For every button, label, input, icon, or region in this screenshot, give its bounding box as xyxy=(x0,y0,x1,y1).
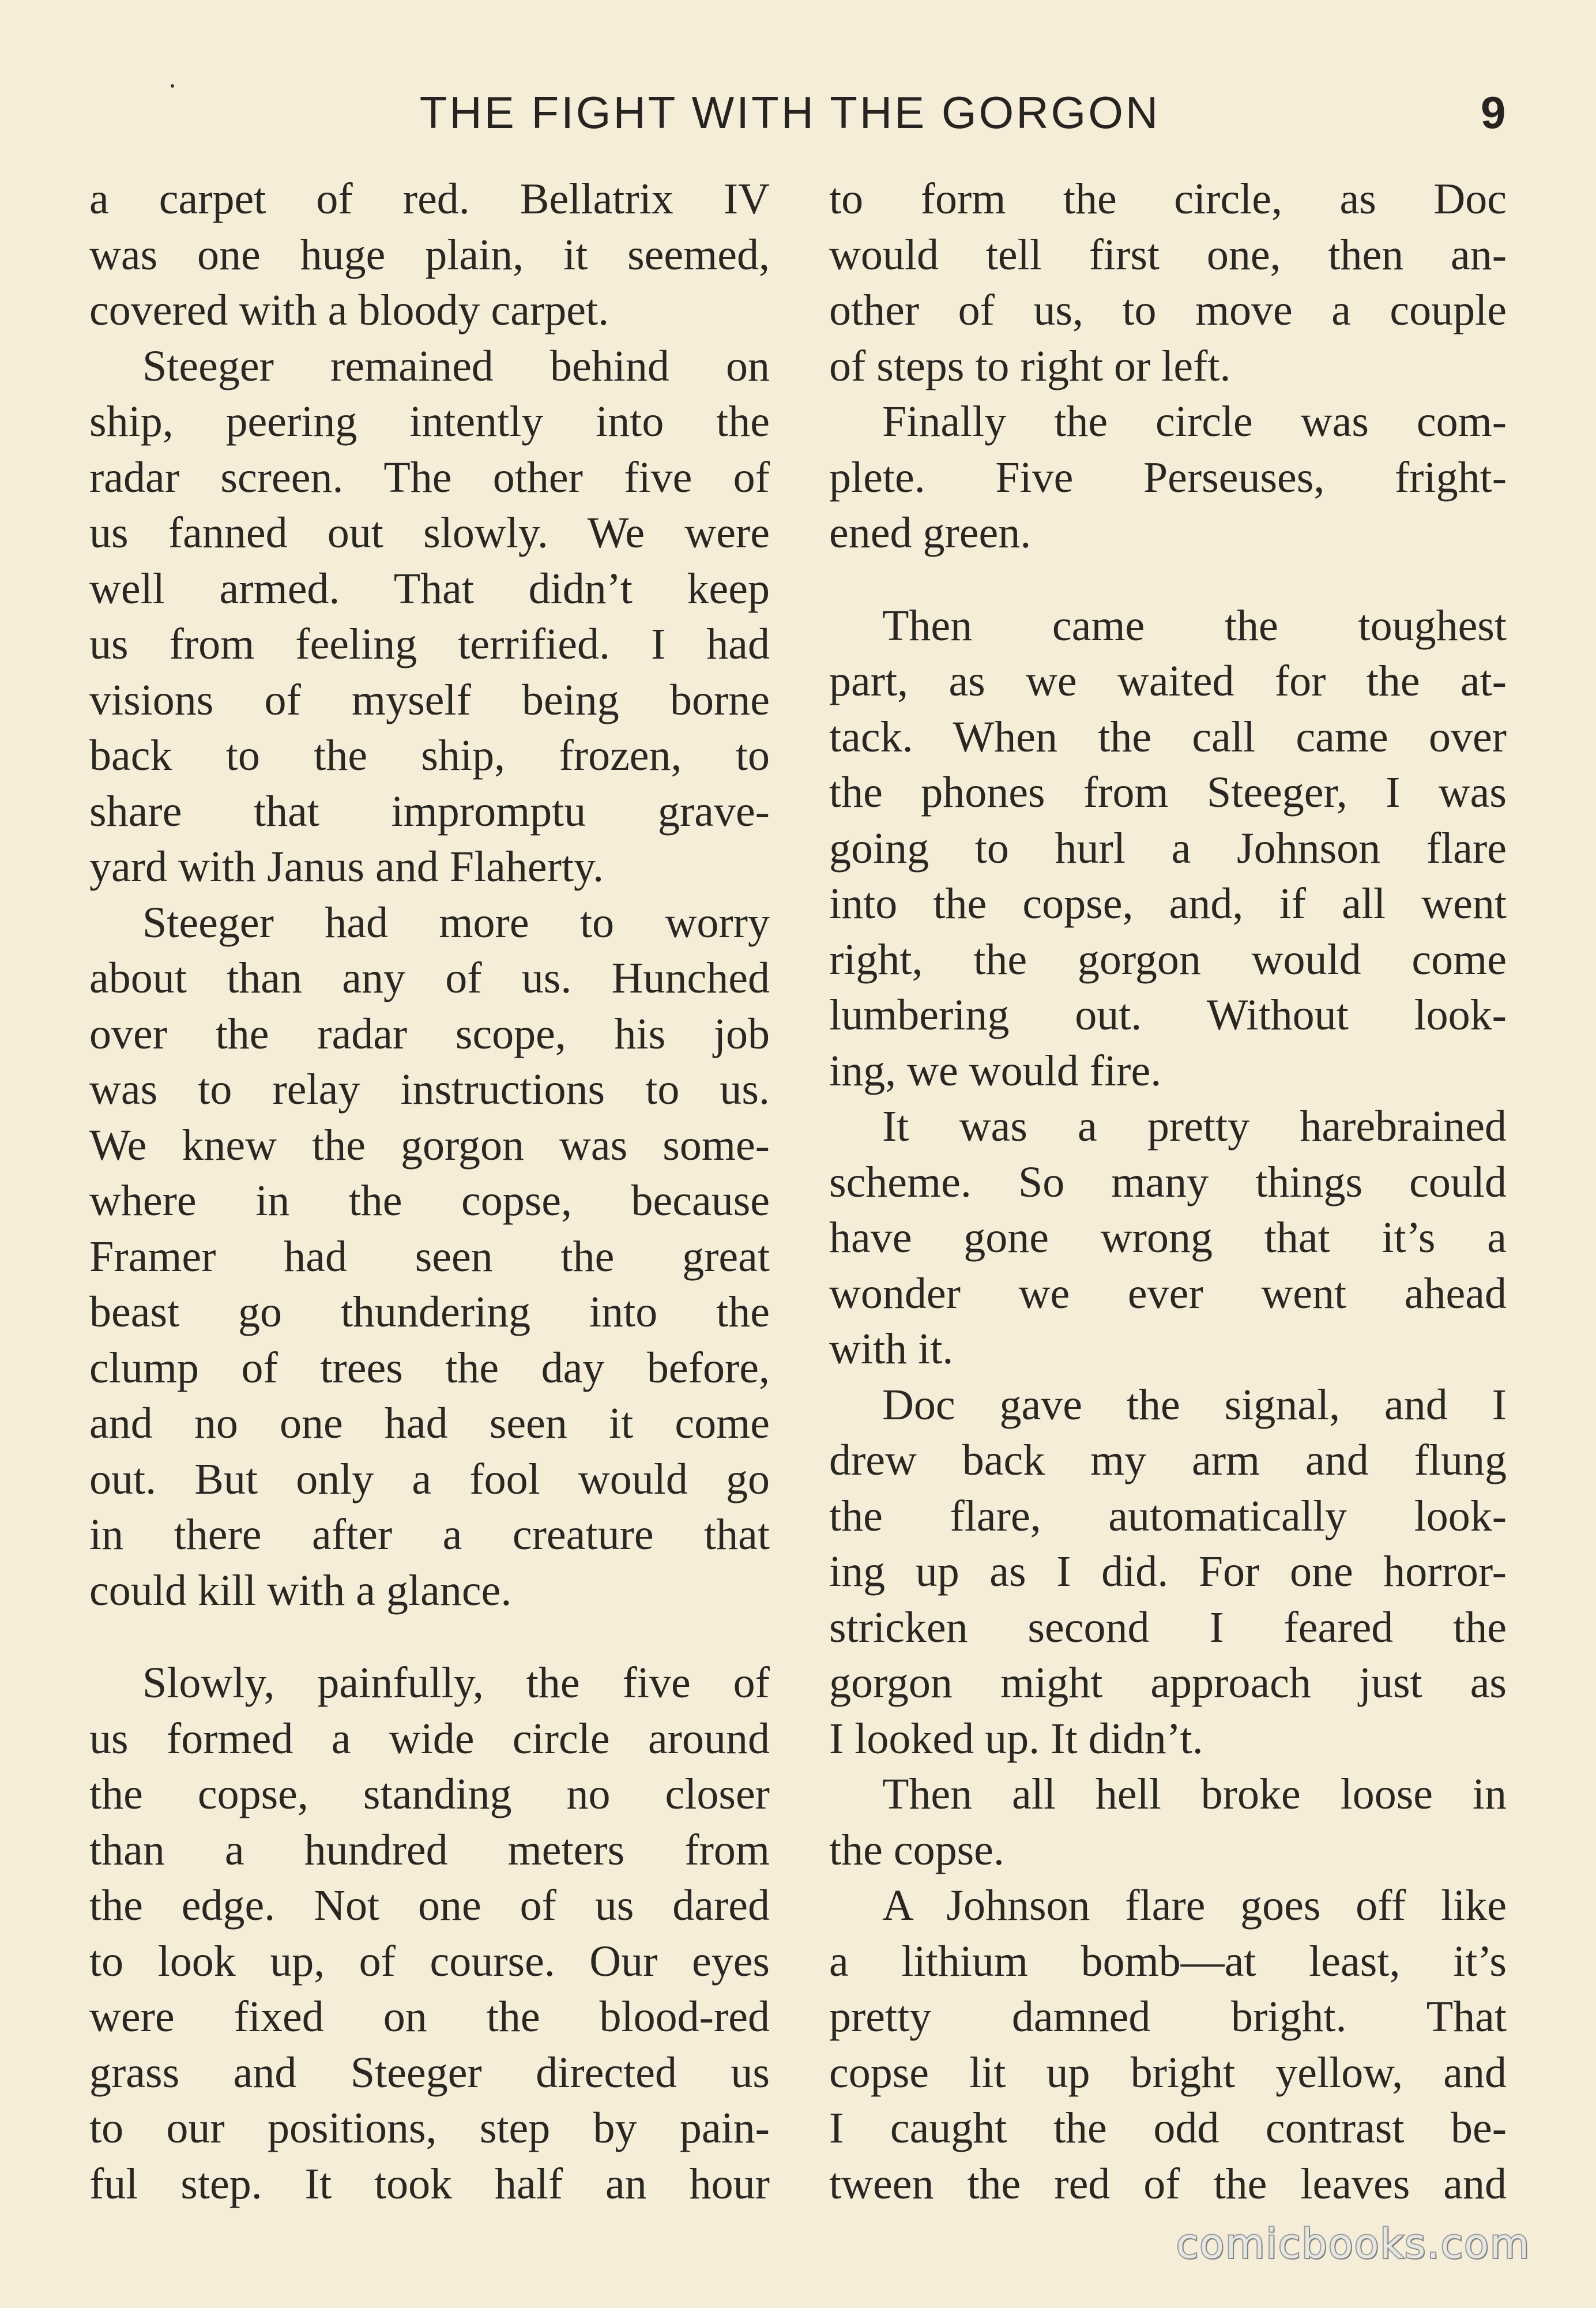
text-line: Steeger remained behind on xyxy=(142,341,770,390)
text-line: pretty damned bright. That xyxy=(829,1993,1507,2041)
text-line: lumbering out. Without look- xyxy=(829,991,1507,1039)
text-line: over the radar scope, his job xyxy=(89,1009,770,1058)
text-line: a carpet of red. Bellatrix IV xyxy=(89,175,770,223)
text-line: into the copse, and, if all went xyxy=(829,879,1507,928)
site-watermark: comicbooks.com xyxy=(1176,2220,1531,2268)
text-line: wonder we ever went ahead xyxy=(829,1269,1507,1318)
text-line: was to relay instructions to us. xyxy=(89,1065,770,1114)
text-line: ship, peering intently into the xyxy=(89,397,770,446)
text-line: the edge. Not one of us dared xyxy=(89,1881,770,1930)
text-line: to form the circle, as Doc xyxy=(829,175,1507,223)
text-line: grass and Steeger directed us xyxy=(89,2048,770,2097)
text-line: We knew the gorgon was some- xyxy=(89,1121,770,1170)
text-line: and no one had seen it come xyxy=(89,1399,770,1448)
text-line: to our positions, step by pain- xyxy=(89,2104,770,2152)
text-line: ing, we would fire. xyxy=(829,1046,1162,1095)
text-line: plete. Five Perseuses, fright- xyxy=(829,453,1507,502)
running-header-title: THE FIGHT WITH THE GORGON xyxy=(419,87,1161,138)
text-line: where in the copse, because xyxy=(89,1176,770,1225)
text-line: than a hundred meters from xyxy=(89,1825,770,1874)
text-line: the copse, standing no closer xyxy=(89,1770,770,1818)
text-line: right, the gorgon would come xyxy=(829,935,1507,984)
text-line: Then came the toughest xyxy=(882,601,1507,650)
text-line: I caught the odd contrast be- xyxy=(829,2104,1507,2152)
text-line: were fixed on the blood-red xyxy=(89,1993,770,2041)
text-line: could kill with a glance. xyxy=(89,1566,512,1615)
section-break xyxy=(829,561,1507,598)
text-line: have gone wrong that it’s a xyxy=(829,1213,1507,1262)
text-line: of steps to right or left. xyxy=(829,341,1231,390)
text-line: visions of myself being borne xyxy=(89,675,770,724)
text-line: us formed a wide circle around xyxy=(89,1714,770,1763)
text-line: Then all hell broke loose in xyxy=(882,1770,1507,1818)
text-line: A Johnson flare goes off like xyxy=(882,1881,1507,1930)
text-line: gorgon might approach just as xyxy=(829,1659,1507,1707)
text-line: stricken second I feared the xyxy=(829,1603,1507,1652)
text-line: well armed. That didn’t keep xyxy=(89,564,770,613)
text-line: I looked up. It didn’t. xyxy=(829,1714,1203,1763)
text-line: beast go thundering into the xyxy=(89,1288,770,1336)
text-line: to look up, of course. Our eyes xyxy=(89,1937,770,1986)
text-line: Slowly, painfully, the five of xyxy=(142,1659,770,1707)
text-line: tween the red of the leaves and xyxy=(829,2159,1507,2208)
text-line: back to the ship, frozen, to xyxy=(89,731,770,780)
text-line: us from feeling terrified. I had xyxy=(89,620,770,668)
text-line: going to hurl a Johnson flare xyxy=(829,824,1507,873)
text-line: part, as we waited for the at- xyxy=(829,657,1507,705)
text-line: Framer had seen the great xyxy=(89,1232,770,1281)
text-column-right xyxy=(829,171,1507,2212)
text-line: yard with Janus and Flaherty. xyxy=(89,843,604,891)
text-line: scheme. So many things could xyxy=(829,1157,1507,1206)
ink-speck xyxy=(171,84,174,88)
text-line: a lithium bomb—at least, it’s xyxy=(829,1937,1507,1986)
text-line: the copse. xyxy=(829,1825,1004,1874)
text-line: the flare, automatically look- xyxy=(829,1491,1507,1540)
text-line: Finally the circle was com- xyxy=(882,397,1507,446)
text-line: ful step. It took half an hour xyxy=(89,2159,770,2208)
text-line: other of us, to move a couple xyxy=(829,286,1507,334)
text-line: out. But only a fool would go xyxy=(89,1454,770,1503)
text-line: Steeger had more to worry xyxy=(142,898,770,947)
text-line: Doc gave the signal, and I xyxy=(882,1380,1507,1429)
text-column-left xyxy=(89,171,770,2212)
text-line: clump of trees the day before, xyxy=(89,1343,770,1392)
section-break xyxy=(89,1618,770,1655)
text-line: It was a pretty harebrained xyxy=(882,1102,1507,1151)
text-line: us fanned out slowly. We were xyxy=(89,509,770,557)
text-line: ing up as I did. For one horror- xyxy=(829,1547,1507,1596)
text-line: was one huge plain, it seemed, xyxy=(89,230,770,279)
text-line: drew back my arm and flung xyxy=(829,1436,1507,1484)
text-line: about than any of us. Hunched xyxy=(89,954,770,1002)
text-line: copse lit up bright yellow, and xyxy=(829,2048,1507,2097)
text-line: the phones from Steeger, I was xyxy=(829,768,1507,817)
text-line: share that impromptu grave- xyxy=(89,787,770,836)
text-line: radar screen. The other five of xyxy=(89,453,770,502)
text-line: with it. xyxy=(829,1325,954,1373)
text-line: tack. When the call came over xyxy=(829,712,1507,761)
text-line: would tell first one, then an- xyxy=(829,230,1507,279)
text-line: covered with a bloody carpet. xyxy=(89,286,609,334)
page-number: 9 xyxy=(1481,87,1506,138)
text-line: ened green. xyxy=(829,509,1032,557)
text-line: in there after a creature that xyxy=(89,1510,770,1559)
